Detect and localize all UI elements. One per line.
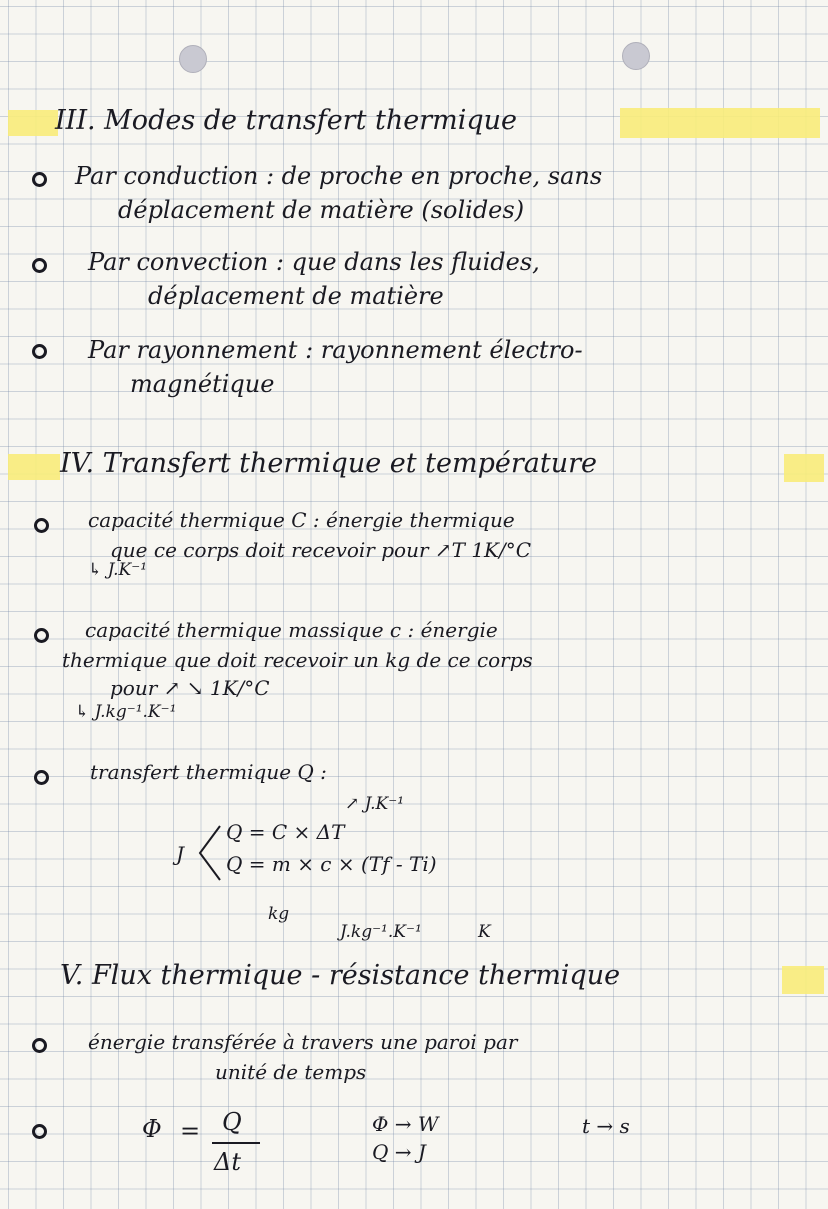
text-line: capacité thermique massique c : énergie — [85, 618, 498, 642]
text-line: Par rayonnement : rayonnement électro- — [88, 336, 583, 364]
bullet — [32, 1124, 47, 1139]
bullet — [32, 172, 47, 187]
unit-note: J — [176, 842, 185, 866]
formula-line: Q = C × ΔT — [226, 820, 345, 844]
formula-line: Q = m × c × (Tf - Ti) — [226, 852, 437, 876]
text-line: déplacement de matière — [148, 282, 444, 310]
formula-equals: = — [180, 1117, 201, 1145]
unit-note: ↳ J.kg⁻¹.K⁻¹ — [75, 702, 177, 722]
bullet — [34, 770, 49, 785]
formula-phi: Φ — [142, 1115, 162, 1143]
unit-note: K — [478, 922, 491, 942]
text-line: unité de temps — [215, 1060, 367, 1084]
punch-hole-left — [179, 45, 207, 73]
fraction-bar — [212, 1142, 260, 1144]
unit-line: t → s — [582, 1114, 630, 1138]
unit-note: J.kg⁻¹.K⁻¹ — [340, 922, 422, 942]
text-line: magnétique — [130, 370, 275, 398]
highlight-mark — [620, 108, 820, 138]
unit-line: Q → J — [372, 1140, 426, 1164]
highlight-mark — [782, 966, 824, 994]
highlight-mark — [8, 110, 58, 136]
bullet — [32, 258, 47, 273]
text-line: thermique que doit recevoir un kg de ce corps — [62, 648, 533, 672]
highlight-mark — [784, 454, 824, 482]
text-line: déplacement de matière (solides) — [118, 196, 525, 224]
text-line: transfert thermique Q : — [90, 760, 327, 784]
section-title-flux: V. Flux thermique - résistance thermique — [60, 960, 621, 991]
brace-icon — [196, 822, 222, 884]
section-title-transfert-temperature: IV. Transfert thermique et température — [60, 448, 598, 479]
text-line: pour ↗ ↘ 1K/°C — [110, 676, 270, 700]
bullet — [34, 518, 49, 533]
bullet — [32, 344, 47, 359]
text-line: Par conduction : de proche en proche, sans — [75, 162, 603, 190]
fraction-numerator: Q — [222, 1108, 242, 1136]
punch-hole-right — [622, 42, 650, 70]
text-line: énergie transférée à travers une paroi par — [88, 1030, 518, 1054]
unit-note: ↳ J.K⁻¹ — [88, 560, 148, 580]
unit-note: ↗ J.K⁻¹ — [345, 794, 405, 814]
highlight-mark — [8, 454, 60, 480]
text-line: capacité thermique C : énergie thermique — [88, 508, 515, 532]
bullet — [32, 1038, 47, 1053]
text-line: Par convection : que dans les fluides, — [88, 248, 540, 276]
unit-line: Φ → W — [372, 1112, 439, 1136]
unit-note: kg — [268, 904, 290, 924]
section-title-modes: III. Modes de transfert thermique — [55, 105, 518, 136]
text-line: que ce corps doit recevoir pour ↗T 1K/°C — [110, 538, 532, 562]
bullet — [34, 628, 49, 643]
fraction-denominator: Δt — [214, 1148, 241, 1176]
